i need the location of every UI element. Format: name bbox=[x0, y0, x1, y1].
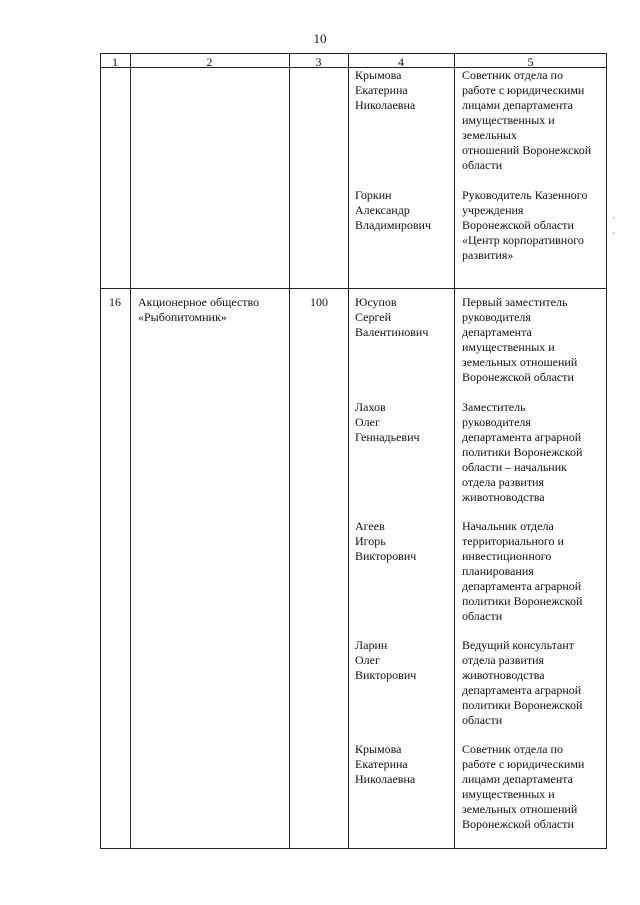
organization-name: Акционерное общество «Рыбопитомник» bbox=[138, 295, 260, 324]
member-name: Крымова Екатерина Николаевна bbox=[355, 742, 416, 786]
column-header-5: 5 bbox=[527, 55, 534, 69]
page-number: 10 bbox=[313, 31, 327, 46]
scan-mark: · bbox=[612, 213, 615, 223]
member-name: Лахов Олег Геннадьевич bbox=[355, 400, 420, 444]
member-position: Руководитель Казенного учреждения Воронежской области «Центр корпоративного развития» bbox=[462, 188, 588, 262]
member-name: Горкин Александр Владимирович bbox=[355, 188, 431, 232]
member-position: Советник отдела по работе с юридическими лицами департамента имущественных и земельных отношений Воронежской области bbox=[462, 742, 585, 831]
column-divider bbox=[289, 53, 290, 849]
row-number: 16 bbox=[109, 295, 121, 309]
scan-mark: · bbox=[612, 228, 615, 238]
column-header-3: 3 bbox=[315, 55, 322, 69]
member-position: Первый заместитель руководителя департамента имущественных и земельных отношений Воронежской области bbox=[462, 295, 578, 384]
member-position: Ведущий консультант отдела развития животноводства департамента аграрной политики Воронежской области bbox=[462, 638, 583, 727]
member-position: Советник отдела по работе с юридическими лицами департамента имущественных и земельных отношений Воронежской области bbox=[462, 68, 592, 172]
column-header-1: 1 bbox=[112, 55, 118, 69]
column-divider bbox=[454, 53, 455, 849]
member-name: Ларин Олег Викторович bbox=[355, 638, 417, 682]
row-separator bbox=[100, 288, 607, 289]
column-header-2: 2 bbox=[206, 55, 213, 69]
column-header-4: 4 bbox=[398, 55, 404, 69]
member-position: Начальник отдела территориального и инвестиционного планирования департамента аграрной политики Воронежской области bbox=[462, 519, 583, 623]
member-name: Агеев Игорь Викторович bbox=[355, 519, 417, 563]
state-share: 100 bbox=[310, 295, 328, 309]
column-divider bbox=[130, 53, 131, 849]
member-name: Крымова Екатерина Николаевна bbox=[355, 68, 416, 112]
member-position: Заместитель руководителя департамента аграрной политики Воронежской области – начальник отдела развития животноводства bbox=[462, 400, 583, 504]
column-divider bbox=[348, 53, 349, 849]
member-name: Юсупов Сергей Валентинович bbox=[355, 295, 429, 339]
